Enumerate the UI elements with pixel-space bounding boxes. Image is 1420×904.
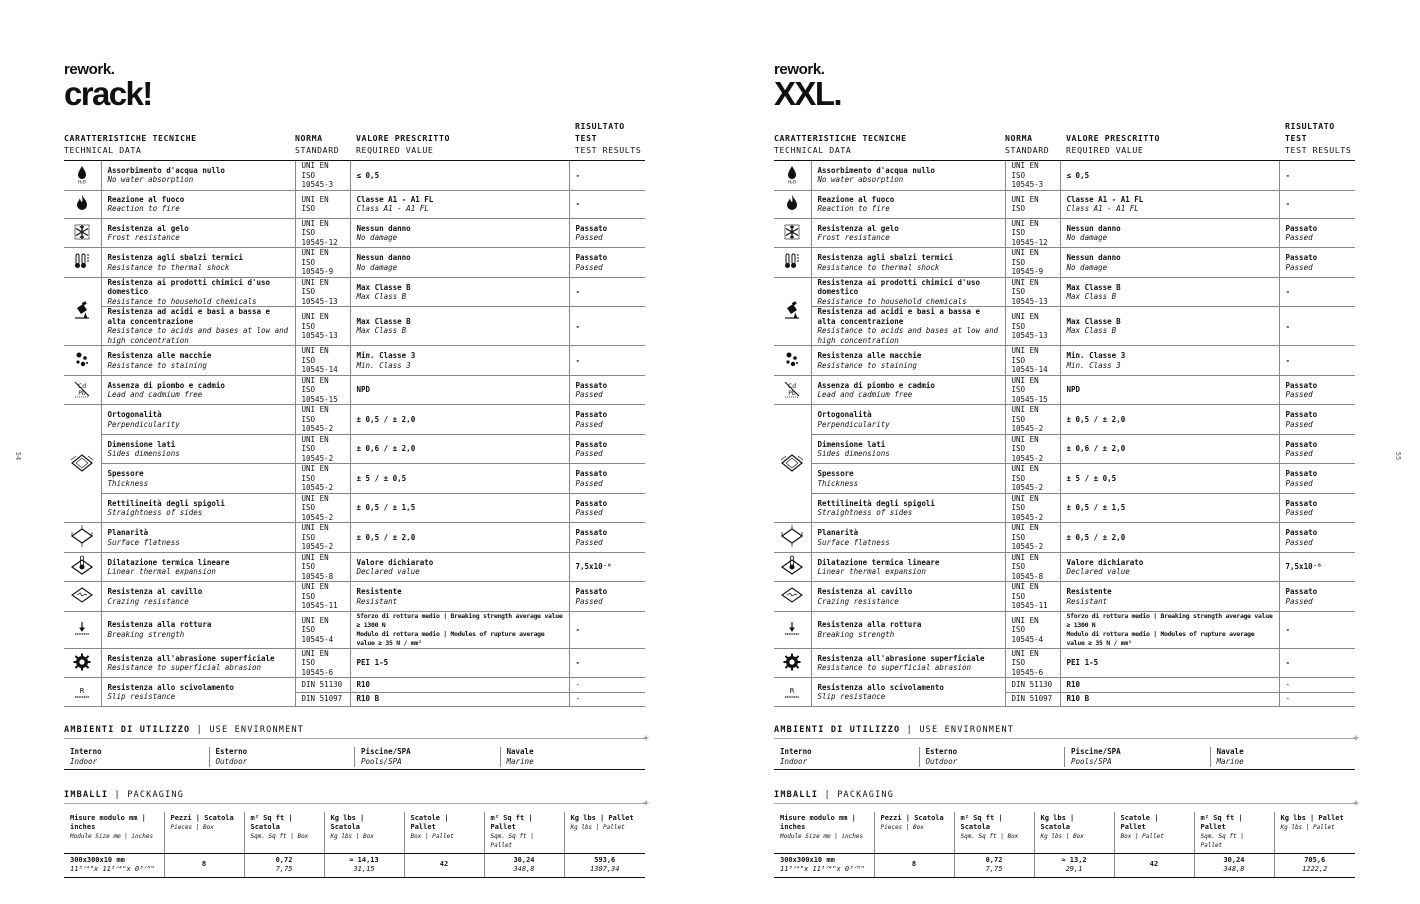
svg-text:Pb: Pb [788,389,796,397]
spec-row [64,434,645,464]
snowflake-icon [774,218,811,248]
spec-required-value: ≤ 0,5 [1060,161,1279,191]
stain-dots-icon [64,346,101,376]
spec-standard: UNI EN ISO 10545-6 [295,648,350,678]
spec-standard: UNI EN ISO 10545-4 [295,611,350,648]
pack-pieces: 8 [164,853,244,877]
spec-standard: UNI EN ISO 10545-2 [1005,493,1060,523]
spec-required-value: Sforzo di rottura medio | Breaking strength average value ≥ 1300 N Modulo di rottura medio | Modules of rupture average value ≥ 35 N / mm² [350,611,569,648]
spec-test-result: - [569,648,645,678]
slip-r-icon [64,678,101,706]
spec-test-result: - [569,277,645,307]
thermometer-icon [64,248,101,278]
environment-item: Piscine/SPA Pools/SPA [1064,747,1210,767]
spec-standard: UNI EN ISO 10545-11 [1005,582,1060,612]
spec-test-result: - [1279,277,1355,307]
packaging-header: Kg lbs | Scatola Kg lbs | Box [324,812,404,854]
spec-standard: UNI EN ISO 10545-2 [1005,523,1060,553]
chemical-bottle-icon [774,277,811,346]
spec-row [64,648,645,678]
spec-required-value: Max Classe B Max Class B [350,307,569,346]
thermometer-icon [774,248,811,278]
spec-test-result: Passato Passed [569,582,645,612]
packaging-header: Pezzi | Scatola Pieces | Box [874,812,954,854]
spec-test-result: Passato Passed [1279,218,1355,248]
spec-row [64,611,645,648]
spec-standard: UNI EN ISO 10545-2 [1005,434,1060,464]
spec-required-value: PEI 1-5 [1060,648,1279,678]
spec-test-result: Passato Passed [1279,434,1355,464]
spec-test-result: - [1279,692,1355,706]
header-characteristics: CARATTERISTICHE TECNICHE TECHNICAL DATA [774,120,1005,161]
spec-row [64,405,645,435]
abrasion-gear-icon [774,648,811,678]
header-test-results: RISULTATO TEST TEST RESULTS [1279,120,1355,161]
spec-label: Resistenza agli sbalzi termici Resistance to thermal shock [811,248,1005,278]
spec-required-value: Resistente Resistant [350,582,569,612]
spec-test-result: Passato Passed [1279,582,1355,612]
header-characteristics: CARATTERISTICHE TECNICHE TECHNICAL DATA [64,120,295,161]
spec-required-value: R10 [350,678,569,692]
spec-standard: UNI EN ISO 10545-8 [1005,552,1060,582]
spec-standard: UNI EN ISO 10545-15 [1005,375,1060,405]
spec-row [774,582,1355,612]
spec-test-result: Passato Passed [569,405,645,435]
chemical-bottle-icon [64,277,101,346]
spec-required-value: Min. Classe 3 Min. Class 3 [350,346,569,376]
spec-label: Resistenza alle macchie Resistance to staining [101,346,295,376]
spec-test-result: Passato Passed [569,434,645,464]
spec-test-result: Passato Passed [569,375,645,405]
spec-test-result: - [569,346,645,376]
spec-standard: UNI EN ISO 10545-11 [295,582,350,612]
catalog-page [64,61,649,878]
spec-required-value: Valore dichiarato Declared value [350,552,569,582]
spec-row [64,464,645,494]
brand-logo: rework. [64,61,115,78]
spec-standard: UNI EN ISO 10545-14 [1005,346,1060,376]
page-number: 54 [14,451,23,461]
spec-row-slip [64,678,645,692]
spec-standard: UNI EN ISO 10545-15 [295,375,350,405]
packaging-table [64,812,645,878]
svg-text:Cd: Cd [788,382,797,390]
spec-required-value: Min. Classe 3 Min. Class 3 [1060,346,1279,376]
spec-required-value: PEI 1-5 [350,648,569,678]
breaking-strength-icon [774,611,811,648]
spec-label: Dilatazione termica lineare Linear thermal expansion [101,552,295,582]
pack-kg-box: ≈ 14,13 31,15 [324,853,404,877]
snowflake-icon [64,218,101,248]
spec-required-value: R10 [1060,678,1279,692]
spec-row [64,190,645,218]
header-required-value: VALORE PRESCRITTO REQUIRED VALUE [1060,120,1279,161]
spec-test-result: Passato Passed [569,248,645,278]
spec-test-result: - [1279,611,1355,648]
svg-text:Pb: Pb [78,389,86,397]
spec-standard: UNI EN ISO 10545-4 [1005,611,1060,648]
spec-label: Rettilineità degli spigoli Straightness of sides [811,493,1005,523]
packaging-table [774,812,1355,878]
packaging-row [64,853,645,877]
spec-required-value: NPD [1060,375,1279,405]
crazing-icon [774,582,811,612]
flame-icon [774,190,811,218]
spec-label: Resistenza ai prodotti chimici d'uso domestico Resistance to household chemicals [101,277,295,307]
spec-label: Resistenza allo scivolamento Slip resistance [101,678,295,706]
spec-standard: UNI EN ISO 10545-13 [1005,307,1060,346]
spec-required-value: R10 B [1060,692,1279,706]
spec-required-value: Resistente Resistant [1060,582,1279,612]
spec-row [64,582,645,612]
spec-label: Rettilineità degli spigoli Straightness of sides [101,493,295,523]
spec-label: Dimensione lati Sides dimensions [101,434,295,464]
spec-standard: DIN 51097 [1005,692,1060,706]
spec-required-value: ≤ 0,5 [350,161,569,191]
catalog-page [774,61,1359,878]
spec-label: Assenza di piombo e cadmio Lead and cadmium free [101,375,295,405]
spec-test-result: Passato Passed [569,493,645,523]
spec-standard: DIN 51130 [1005,678,1060,692]
spec-standard: UNI EN ISO 10545-2 [1005,464,1060,494]
breaking-strength-icon [64,611,101,648]
spec-label: Ortogonalità Perpendicularity [101,405,295,435]
spec-label: Resistenza ad acidi e basi a bassa e alta concentrazione Resistance to acids and bases at low and high concentration [101,307,295,346]
spec-required-value: ± 0,5 / ± 2,0 [350,523,569,553]
spec-row [774,375,1355,405]
spec-standard: UNI EN ISO 10545-13 [295,277,350,307]
spec-required-value: Sforzo di rottura medio | Breaking strength average value ≥ 1300 N Modulo di rottura medio | Modules of rupture average value ≥ 35 N / mm² [1060,611,1279,648]
environment-item: Navale Marine [500,747,646,767]
spec-test-result: Passato Passed [569,523,645,553]
spec-standard: UNI EN ISO 10545-9 [295,248,350,278]
header-standard: NORMA STANDARD [1005,120,1060,161]
spec-required-value: Nessun danno No damage [350,248,569,278]
spec-test-result: 7,5x10⁻⁶ [1279,552,1355,582]
spec-row [774,493,1355,523]
spec-test-result: Passato Passed [1279,375,1355,405]
spec-row [64,375,645,405]
svg-text:R: R [789,686,795,695]
header-standard: NORMA STANDARD [295,120,350,161]
spec-label: Spessore Thickness [811,464,1005,494]
spec-label: Ortogonalità Perpendicularity [811,405,1005,435]
pack-kg-pallet: 705,6 1222,2 [1274,853,1355,877]
stain-dots-icon [774,346,811,376]
spec-row [64,277,645,307]
spec-label: Resistenza all'abrasione superficiale Resistance to superficial abrasion [811,648,1005,678]
pack-sqm-pallet: 30,24 348,8 [484,853,564,877]
spec-label: Resistenza all'abrasione superficiale Resistance to superficial abrasion [101,648,295,678]
spec-label: Planarità Surface flatness [101,523,295,553]
spec-label: Reazione al fuoco Reaction to fire [101,190,295,218]
svg-text:Cd: Cd [78,382,87,390]
environment-item: Esterno Outdoor [209,747,355,767]
spec-test-result: Passato Passed [1279,493,1355,523]
packaging-header: Scatole | Pallet Box | Pallet [1114,812,1194,854]
spec-row [774,161,1355,191]
pack-kg-pallet: 593,6 1307,34 [564,853,645,877]
packaging-header: Kg lbs | Pallet Kg lbs | Pallet [1274,812,1355,854]
svg-text:H₂O: H₂O [78,179,87,184]
no-lead-cadmium-icon [774,375,811,405]
spec-test-result: - [1279,678,1355,692]
spec-test-result: - [569,307,645,346]
spec-label: Resistenza ai prodotti chimici d'uso domestico Resistance to household chemicals [811,277,1005,307]
use-environment-list [774,747,1355,770]
spec-row [774,248,1355,278]
use-environment-title: AMBIENTI DI UTILIZZO | USE ENVIRONMENT + [64,724,649,744]
pack-size: 300x300x10 mm 11³ᐟ⁴"x 11³ᐟ⁴"x 0³ᐟ⁸" [64,853,164,877]
pack-boxes-pallet: 42 [1114,853,1194,877]
spec-required-value: R10 B [350,692,569,706]
packaging-header: Pezzi | Scatola Pieces | Box [164,812,244,854]
spec-required-value: Max Classe B Max Class B [350,277,569,307]
spec-required-value: ± 0,6 / ± 2,0 [1060,434,1279,464]
spec-label: Assorbimento d'acqua nullo No water absorption [811,161,1005,191]
packaging-title: IMBALLI | PACKAGING + [774,789,1359,809]
spec-test-result: - [569,611,645,648]
spec-row [774,552,1355,582]
spec-test-result: Passato Passed [1279,405,1355,435]
product-title: crack! [64,75,152,112]
pack-pieces: 8 [874,853,954,877]
spec-row-slip [774,678,1355,692]
pack-sqm-box: 0,72 7,75 [244,853,324,877]
spec-required-value: ± 0,5 / ± 2,0 [1060,405,1279,435]
spec-label: Dilatazione termica lineare Linear thermal expansion [811,552,1005,582]
spec-standard: UNI EN ISO 10545-2 [295,523,350,553]
spec-row [774,218,1355,248]
environment-item: Interno Indoor [780,746,812,766]
spec-label: Spessore Thickness [101,464,295,494]
spec-label: Resistenza alla rottura Breaking strength [811,611,1005,648]
spec-row [64,552,645,582]
spec-test-result: Passato Passed [569,464,645,494]
abrasion-gear-icon [64,648,101,678]
spec-label: Resistenza agli sbalzi termici Resistance to thermal shock [101,248,295,278]
svg-text:H₂O: H₂O [788,179,797,184]
spec-row [64,218,645,248]
environment-item: Interno Indoor [70,746,102,766]
spec-test-result: Passato Passed [569,218,645,248]
spec-test-result: - [569,161,645,191]
spec-standard: UNI EN ISO 10545-12 [1005,218,1060,248]
page-number: 55 [1394,451,1403,461]
spec-standard: UNI EN ISO 10545-8 [295,552,350,582]
svg-text:R: R [79,686,85,695]
spec-label: Resistenza allo scivolamento Slip resistance [811,678,1005,706]
thermal-expansion-icon [64,552,101,582]
no-lead-cadmium-icon [64,375,101,405]
spec-standard: DIN 51097 [295,692,350,706]
spec-standard: UNI EN ISO 10545-12 [295,218,350,248]
pack-size: 300x300x10 mm 11³ᐟ⁴"x 11³ᐟ⁴"x 0³ᐟ⁸" [774,853,874,877]
spec-standard: UNI EN ISO [1005,190,1060,218]
packaging-row [774,853,1355,877]
packaging-title: IMBALLI | PACKAGING + [64,789,649,809]
spec-standard: UNI EN ISO 10545-2 [295,464,350,494]
spec-test-result: 7,5x10⁻⁶ [569,552,645,582]
spec-row [774,307,1355,346]
spec-row [64,493,645,523]
spec-row [774,434,1355,464]
spec-required-value: Nessun danno No damage [1060,248,1279,278]
spec-test-result: Passato Passed [1279,523,1355,553]
spec-row [774,277,1355,307]
spec-label: Resistenza alle macchie Resistance to staining [811,346,1005,376]
spec-label: Assorbimento d'acqua nullo No water absorption [101,161,295,191]
environment-item: Piscine/SPA Pools/SPA [354,747,500,767]
use-environment-list [64,747,645,770]
header-required-value: VALORE PRESCRITTO REQUIRED VALUE [350,120,569,161]
technical-data-table [64,120,645,707]
spec-standard: UNI EN ISO 10545-3 [1005,161,1060,191]
spec-test-result: - [1279,307,1355,346]
packaging-header: Misure modulo mm | inches Module Size mm | inches [64,812,164,854]
thermal-expansion-icon [774,552,811,582]
spec-standard: UNI EN ISO [295,190,350,218]
packaging-header: m² Sq ft | Scatola Sqm. Sq ft | Box [954,812,1034,854]
spec-row [774,346,1355,376]
spec-required-value: ± 5 / ± 0,5 [1060,464,1279,494]
spec-test-result: - [1279,190,1355,218]
slip-r-icon [774,678,811,706]
brand-logo: rework. [774,61,825,78]
spec-row [774,405,1355,435]
spec-test-result: - [1279,161,1355,191]
spec-required-value: Max Classe B Max Class B [1060,307,1279,346]
spec-required-value: Valore dichiarato Declared value [1060,552,1279,582]
flatness-icon [774,523,811,553]
packaging-header: Misure modulo mm | inches Module Size mm | inches [774,812,874,854]
spec-required-value: NPD [350,375,569,405]
spec-required-value: ± 0,5 / ± 2,0 [350,405,569,435]
use-environment-title: AMBIENTI DI UTILIZZO | USE ENVIRONMENT + [774,724,1359,744]
spec-test-result: - [569,692,645,706]
spec-test-result: Passato Passed [1279,464,1355,494]
spec-required-value: Max Classe B Max Class B [1060,277,1279,307]
pack-kg-box: ≈ 13,2 29,1 [1034,853,1114,877]
spec-required-value: Nessun danno No damage [350,218,569,248]
spec-label: Resistenza al cavillo Crazing resistance [811,582,1005,612]
spec-test-result: - [1279,346,1355,376]
crazing-icon [64,582,101,612]
tile-dimension-icon [64,405,101,523]
technical-data-table [774,120,1355,707]
spec-standard: UNI EN ISO 10545-2 [1005,405,1060,435]
spec-required-value: ± 5 / ± 0,5 [350,464,569,494]
spec-row [64,307,645,346]
water-drop-icon [774,161,811,191]
packaging-header: Scatole | Pallet Box | Pallet [404,812,484,854]
spec-required-value: ± 0,6 / ± 2,0 [350,434,569,464]
spec-standard: UNI EN ISO 10545-3 [295,161,350,191]
pack-boxes-pallet: 42 [404,853,484,877]
spec-required-value: Nessun danno No damage [1060,218,1279,248]
spec-label: Resistenza al gelo Frost resistance [811,218,1005,248]
spec-label: Planarità Surface flatness [811,523,1005,553]
spec-standard: UNI EN ISO 10545-2 [295,493,350,523]
spec-row [774,611,1355,648]
spec-standard: UNI EN ISO 10545-13 [1005,277,1060,307]
spec-row [774,464,1355,494]
spec-required-value: Classe A1 - A1 FL Class A1 - A1 FL [350,190,569,218]
flame-icon [64,190,101,218]
spec-standard: UNI EN ISO 10545-6 [1005,648,1060,678]
spec-label: Assenza di piombo e cadmio Lead and cadmium free [811,375,1005,405]
spec-label: Dimensione lati Sides dimensions [811,434,1005,464]
spec-required-value: ± 0,5 / ± 2,0 [1060,523,1279,553]
spec-standard: DIN 51130 [295,678,350,692]
spec-label: Resistenza ad acidi e basi a bassa e alta concentrazione Resistance to acids and bases at low and high concentration [811,307,1005,346]
environment-item: Esterno Outdoor [919,747,1065,767]
pack-sqm-box: 0,72 7,75 [954,853,1034,877]
spec-row [64,248,645,278]
spec-required-value: ± 0,5 / ± 1,5 [1060,493,1279,523]
spec-row [64,161,645,191]
spec-standard: UNI EN ISO 10545-14 [295,346,350,376]
pack-sqm-pallet: 30,24 348,8 [1194,853,1274,877]
product-title: XXL. [774,75,841,112]
packaging-header: Kg lbs | Scatola Kg lbs | Box [1034,812,1114,854]
spec-test-result: Passato Passed [1279,248,1355,278]
tile-dimension-icon [774,405,811,523]
packaging-header: m² Sq ft | Scatola Sqm. Sq ft | Box [244,812,324,854]
spec-row [774,523,1355,553]
spec-test-result: - [1279,648,1355,678]
flatness-icon [64,523,101,553]
spec-row [774,190,1355,218]
spec-required-value: ± 0,5 / ± 1,5 [350,493,569,523]
spec-row [64,523,645,553]
spec-test-result: - [569,190,645,218]
spec-standard: UNI EN ISO 10545-2 [295,434,350,464]
spec-label: Resistenza alla rottura Breaking strength [101,611,295,648]
spec-row [64,346,645,376]
packaging-header: m² Sq ft | Pallet Sqm. Sq ft | Pallet [484,812,564,854]
spec-label: Resistenza al gelo Frost resistance [101,218,295,248]
environment-item: Navale Marine [1210,747,1356,767]
spec-standard: UNI EN ISO 10545-2 [295,405,350,435]
spec-label: Reazione al fuoco Reaction to fire [811,190,1005,218]
spec-standard: UNI EN ISO 10545-9 [1005,248,1060,278]
packaging-header: m² Sq ft | Pallet Sqm. Sq ft | Pallet [1194,812,1274,854]
spec-label: Resistenza al cavillo Crazing resistance [101,582,295,612]
header-test-results: RISULTATO TEST TEST RESULTS [569,120,645,161]
spec-standard: UNI EN ISO 10545-13 [295,307,350,346]
spec-row [774,648,1355,678]
packaging-header: Kg lbs | Pallet Kg lbs | Pallet [564,812,645,854]
spec-required-value: Classe A1 - A1 FL Class A1 - A1 FL [1060,190,1279,218]
water-drop-icon [64,161,101,191]
spec-test-result: - [569,678,645,692]
